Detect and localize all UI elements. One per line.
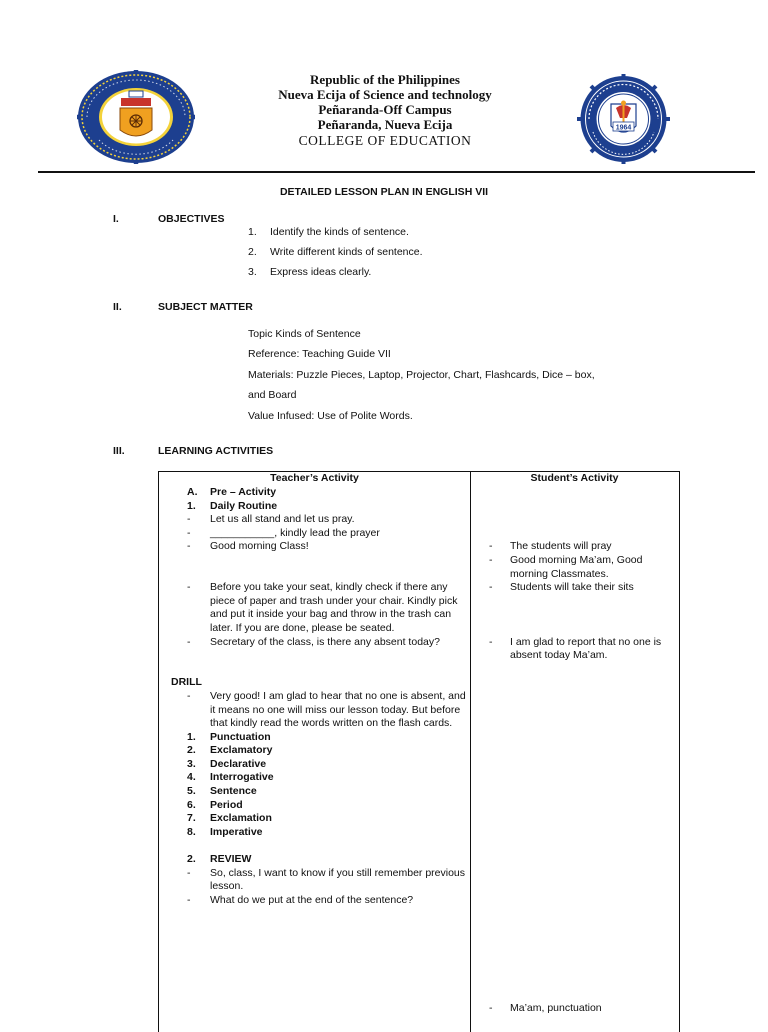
dash-marker: -: [187, 893, 191, 906]
dash-marker: -: [187, 526, 191, 539]
teacher-line-text: Very good! I am glad to hear that no one is absent, and it means no one will miss our lesson today. But before that kindly read the words written on the flash cards.: [210, 689, 466, 730]
section-number: III.: [113, 445, 125, 457]
flashcard-word: [171, 744, 471, 758]
student-line: [489, 581, 674, 595]
flashcard-text: Exclamation: [210, 812, 272, 825]
subject-matter-line: and Board: [248, 389, 297, 401]
university-seal-logo: [77, 70, 195, 164]
institution-header: [230, 72, 540, 148]
drill-heading: DRILL: [171, 676, 202, 689]
dash-marker: -: [489, 1001, 493, 1014]
student-line-text: I am glad to report that no one is absent today Ma’am.: [510, 635, 662, 662]
teacher-line-text: Secretary of the class, is there any absent today?: [210, 635, 440, 648]
objective-text: Identify the kinds of sentence.: [270, 226, 409, 238]
teacher-line: [171, 690, 471, 731]
header-rule: [38, 171, 755, 173]
heading-text: Daily Routine: [210, 499, 278, 512]
seal-year: 1964: [615, 124, 632, 132]
dash-marker: -: [187, 635, 191, 648]
flashcard-text: Declarative: [210, 757, 267, 770]
header-line: Nueva Ecija of Science and technology: [278, 87, 492, 102]
list-marker: 6.: [187, 798, 196, 811]
dash-marker: -: [187, 540, 191, 553]
objective-number: 3.: [248, 266, 257, 278]
heading-text: REVIEW: [210, 853, 252, 866]
daily-routine-heading: [171, 500, 471, 514]
objective-item: [248, 246, 423, 258]
teacher-line-text: Good morning Class!: [210, 540, 309, 553]
header-line: Peñaranda, Nueva Ecija: [317, 117, 453, 132]
flashcard-word: [171, 731, 471, 745]
college-seal-logo: [569, 74, 678, 164]
dash-marker: -: [489, 540, 493, 553]
flashcard-word: [171, 812, 471, 826]
list-marker: 4.: [187, 771, 196, 784]
flashcard-text: Punctuation: [210, 730, 271, 743]
flashcard-word: [171, 826, 471, 840]
flashcard-word: [171, 799, 471, 813]
teacher-line-text: ___________, kindly lead the prayer: [210, 526, 380, 539]
flashcard-word: [171, 785, 471, 799]
objective-text: Write different kinds of sentence.: [270, 246, 423, 258]
objective-text: Express ideas clearly.: [270, 266, 372, 278]
college-seal-icon: [569, 74, 678, 164]
dash-marker: -: [187, 581, 191, 594]
teacher-line: [171, 581, 471, 635]
list-marker: 3.: [187, 757, 196, 770]
teacher-line-text: Before you take your seat, kindly check if there any piece of paper and trash under your chair. Kindly pick and put it inside your bag and throw in the trash can later. If you are done, please be seated.: [210, 581, 458, 634]
teacher-line-text: What do we put at the end of the sentence?: [210, 893, 414, 906]
student-line: [489, 554, 674, 581]
list-marker: 8.: [187, 825, 196, 838]
dash-marker: -: [489, 635, 493, 648]
teacher-line: [171, 527, 471, 541]
teacher-activity-header: Teacher’s Activity: [270, 472, 359, 484]
flashcard-text: Sentence: [210, 785, 257, 798]
section-title-learning-activities: LEARNING ACTIVITIES: [158, 445, 274, 457]
dash-marker: -: [489, 581, 493, 594]
section-number: I.: [113, 213, 119, 225]
teacher-line: [171, 894, 471, 908]
teacher-activity-column: [171, 486, 471, 907]
dash-marker: -: [187, 866, 191, 879]
header-line: Peñaranda-Off Campus: [318, 102, 452, 117]
pre-activity-heading: [171, 486, 471, 500]
student-line: [489, 1002, 674, 1016]
flashcard-text: Interrogative: [210, 771, 274, 784]
flashcard-word: [171, 771, 471, 785]
subject-matter-line: Materials: Puzzle Pieces, Laptop, Projector, Chart, Flashcards, Dice – box,: [248, 369, 595, 381]
student-line-text: Good morning Ma’am, Good morning Classmates.: [510, 553, 643, 580]
student-activity-column: [489, 486, 674, 1015]
teacher-line-text: Let us all stand and let us pray.: [210, 513, 355, 526]
flashcard-text: Period: [210, 798, 243, 811]
teacher-line: [171, 540, 471, 554]
student-line-text: Ma’am, punctuation: [510, 1001, 602, 1014]
heading-text: Pre – Activity: [210, 486, 277, 498]
list-marker: 1.: [187, 499, 196, 512]
list-marker: A.: [187, 486, 198, 498]
header-line: Republic of the Philippines: [310, 72, 460, 87]
list-marker: 2.: [187, 853, 196, 866]
activities-table: [158, 471, 680, 1032]
list-marker: 5.: [187, 785, 196, 798]
teacher-line: [171, 513, 471, 527]
student-line-text: The students will pray: [510, 540, 612, 553]
objective-item: [248, 266, 371, 278]
list-marker: 2.: [187, 744, 196, 757]
section-number: II.: [113, 301, 122, 313]
section-title-objectives: OBJECTIVES: [158, 213, 225, 225]
review-heading: [171, 853, 471, 867]
subject-matter-line: Reference: Teaching Guide VII: [248, 348, 391, 360]
student-line: [489, 636, 674, 663]
objective-item: [248, 226, 409, 238]
dash-marker: -: [187, 689, 191, 702]
objective-number: 2.: [248, 246, 257, 258]
student-line: [489, 540, 674, 554]
teacher-line-text: So, class, I want to know if you still remember previous lesson.: [210, 866, 466, 893]
flashcard-word: [171, 758, 471, 772]
teacher-line: [171, 636, 471, 650]
list-marker: 1.: [187, 730, 196, 743]
teacher-line: [171, 867, 471, 894]
student-activity-header: Student’s Activity: [530, 472, 619, 484]
college-name: COLLEGE OF EDUCATION: [298, 133, 472, 148]
flashcard-text: Exclamatory: [210, 744, 273, 757]
section-title-subject-matter: SUBJECT MATTER: [158, 301, 253, 313]
dash-marker: -: [489, 553, 493, 566]
objective-number: 1.: [248, 226, 257, 238]
university-seal-icon: [77, 70, 195, 164]
list-marker: 7.: [187, 812, 196, 825]
student-line-text: Students will take their sits: [510, 581, 634, 594]
flashcard-text: Imperative: [210, 825, 263, 838]
dash-marker: -: [187, 513, 191, 526]
subject-matter-line: Value Infused: Use of Polite Words.: [248, 410, 413, 422]
subject-matter-line: Topic Kinds of Sentence: [248, 328, 361, 340]
document-title: DETAILED LESSON PLAN IN ENGLISH VII: [279, 186, 489, 198]
